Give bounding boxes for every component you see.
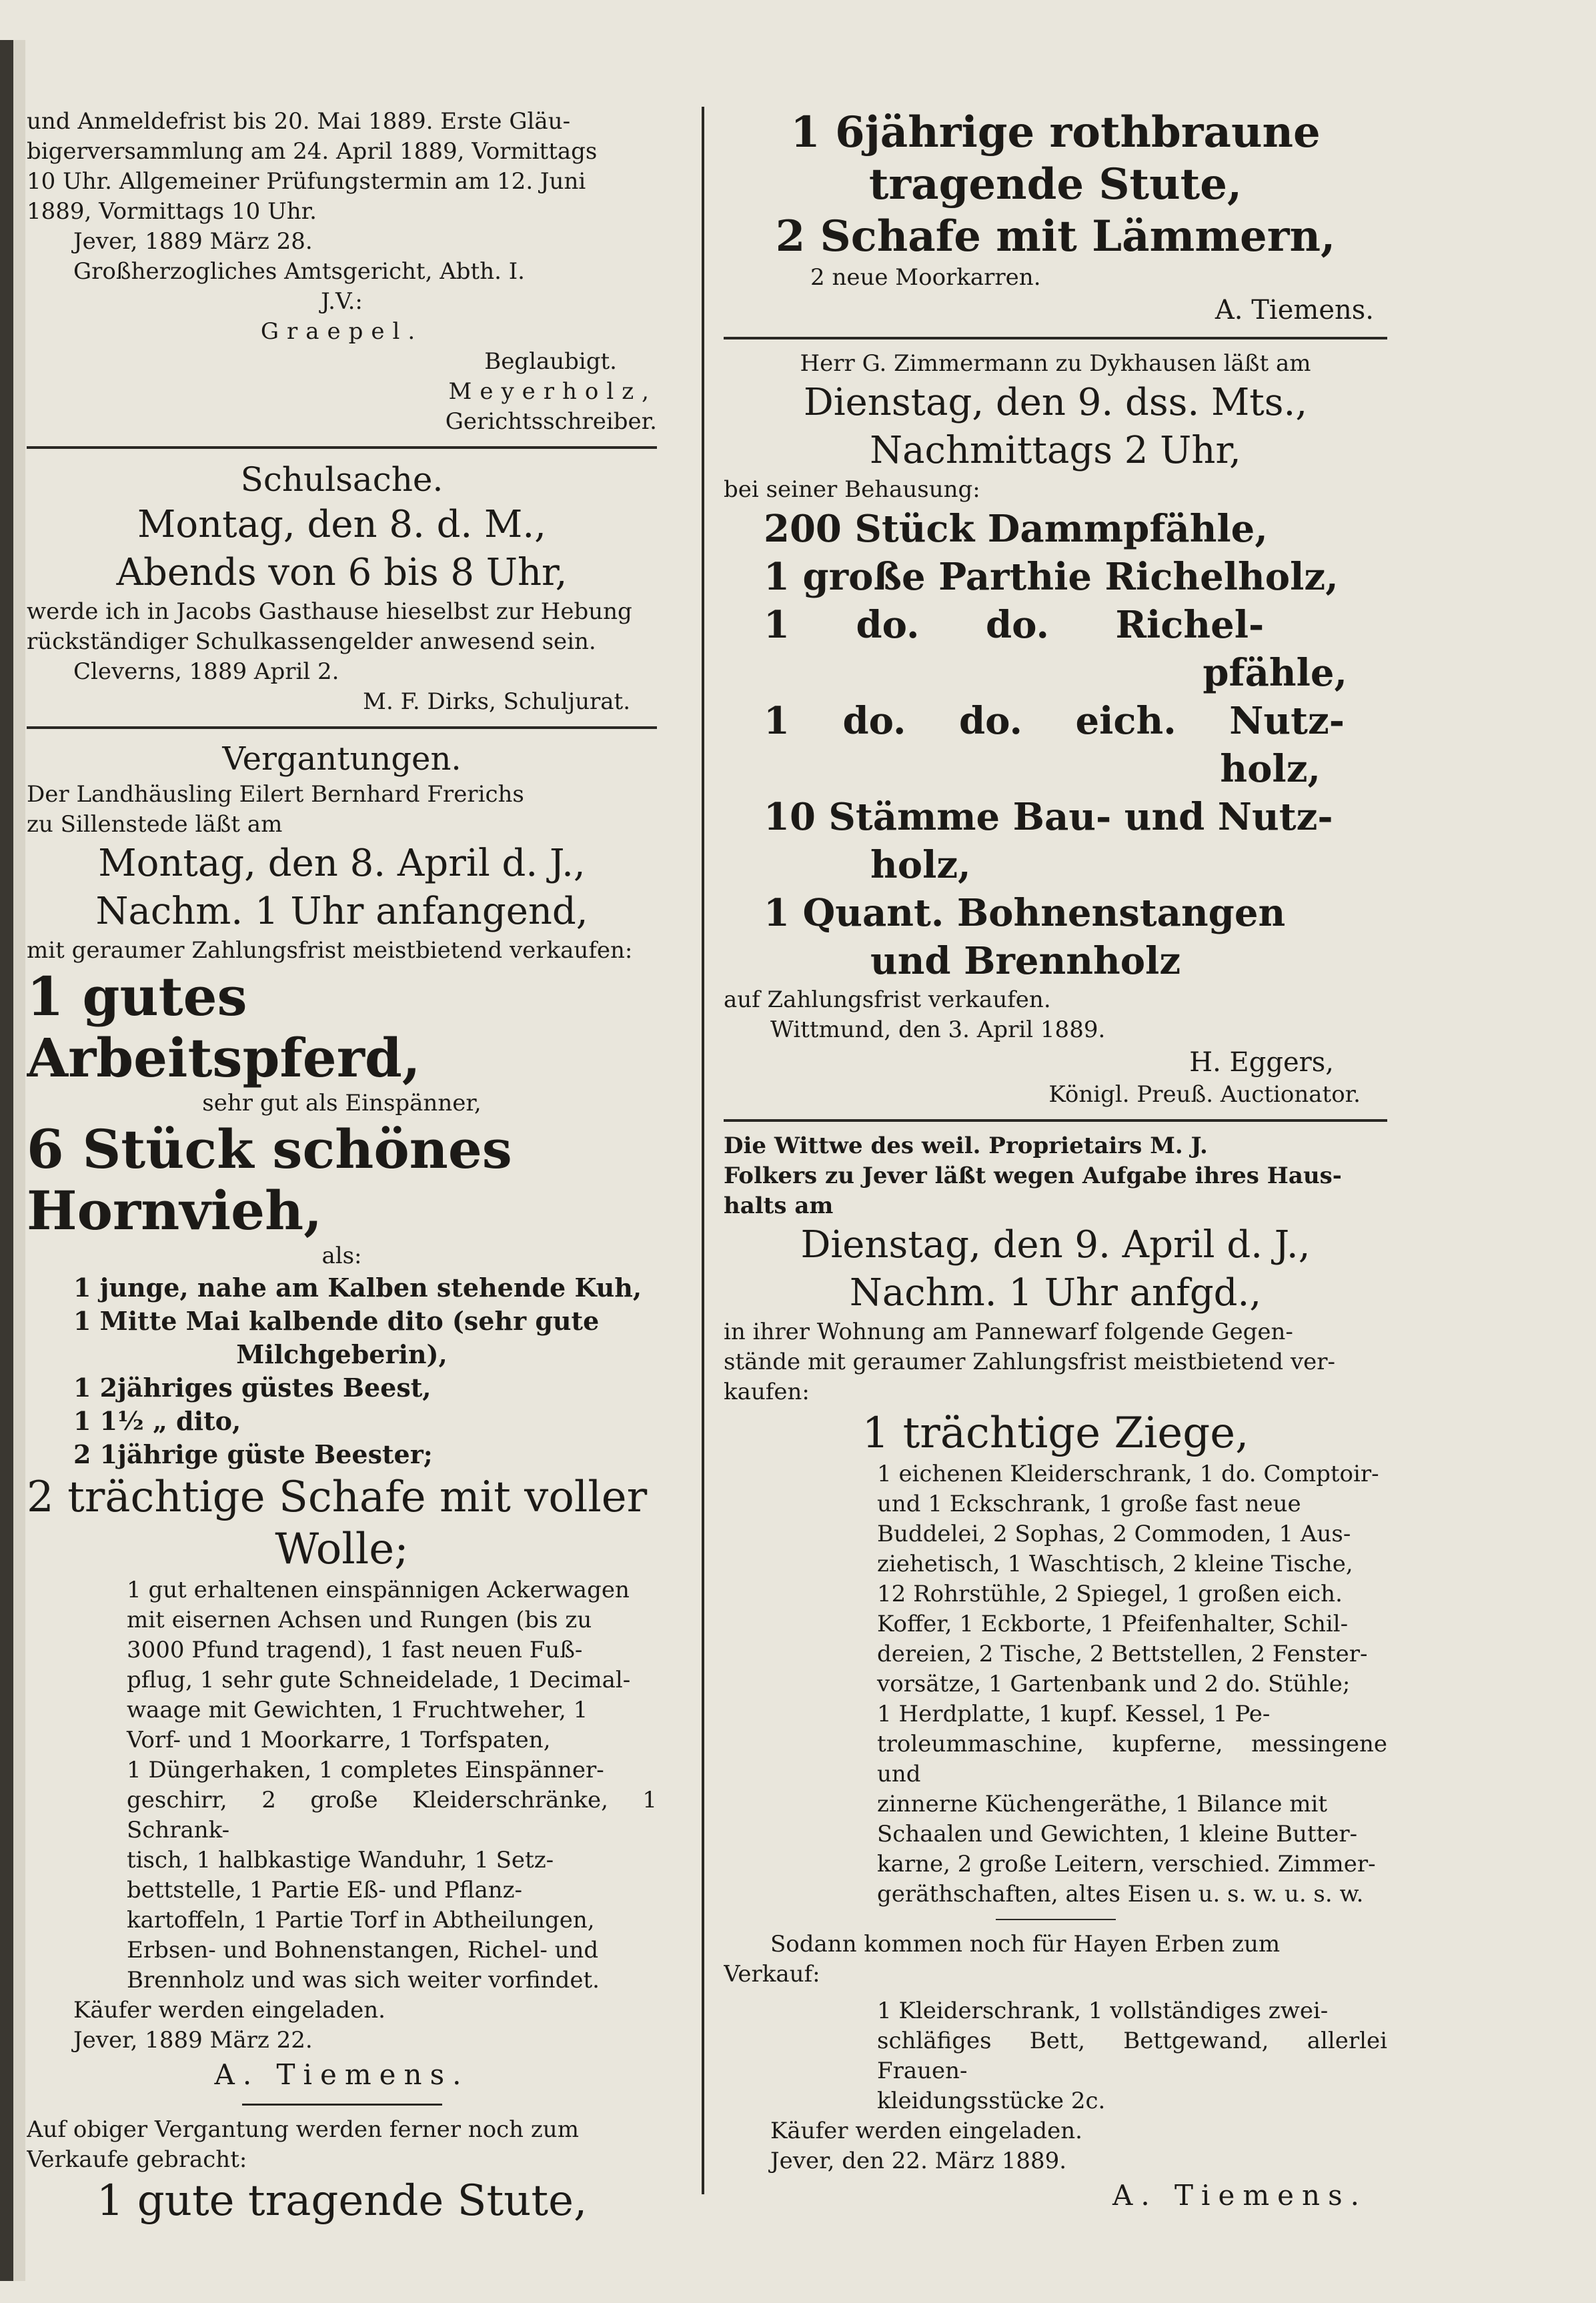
goods-line: zinnerne Küchengeräthe, 1 Bilance mit	[877, 1791, 1328, 1817]
notice-auction-addendum	[27, 2115, 657, 2227]
item-sheep-cont: Wolle;	[275, 1525, 409, 1574]
item-mare: 1 gute tragende Stute,	[96, 2176, 588, 2226]
text-line: rückständiger Schulkassengelder anwesend sein.	[27, 628, 596, 655]
cattle-item: 1 Mitte Mai kalbende dito (sehr gute	[73, 1306, 600, 1336]
notice-title: Vergantungen.	[222, 740, 462, 778]
signature: A. Tiemens.	[1215, 295, 1374, 325]
text-line: in ihrer Wohnung am Pannewarf folgende Gegen-	[724, 1319, 1293, 1345]
time-line: Nachm. 1 Uhr anfangend,	[95, 890, 588, 933]
adjacent-page-strip	[13, 40, 25, 2281]
text-line: Sodann kommen noch für Hayen Erben zum	[770, 1931, 1281, 1958]
signature: H. Eggers,	[1189, 1047, 1334, 1078]
place-date: Wittmund, den 3. April 1889.	[770, 1016, 1106, 1043]
text-line: 1889, Vormittags 10 Uhr.	[27, 198, 317, 225]
short-divider	[996, 1919, 1116, 1920]
item-sheep: 2 Schafe mit Lämmern,	[775, 211, 1336, 261]
buyers-note: Käufer werden eingeladen.	[73, 1997, 385, 2024]
clerk-title: Gerichtsschreiber.	[445, 408, 657, 435]
goods-line: Vorf- und 1 Moorkarre, 1 Torfspaten,	[127, 1727, 551, 1753]
goods-line: Erbsen- und Bohnenstangen, Richel- und	[127, 1937, 599, 1964]
item-mare-cont: tragende Stute,	[868, 159, 1243, 209]
cattle-item: 1 1½ „ dito,	[73, 1406, 241, 1436]
goods-line: bettstelle, 1 Partie Eß- und Pflanz-	[127, 1877, 523, 1903]
goods-line: dereien, 2 Tische, 2 Bettstellen, 2 Fenster-	[877, 1641, 1368, 1667]
divider	[27, 726, 657, 729]
left-column	[27, 107, 657, 2274]
goods-line: waage mit Gewichten, 1 Fruchtweher, 1	[127, 1697, 588, 1723]
text-line: stände mit geraumer Zahlungsfrist meistbietend ver-	[724, 1349, 1336, 1375]
goods-line: troleummaschine, kupferne, messingene und	[877, 1731, 1387, 1787]
divider	[724, 1119, 1387, 1122]
date-line: Montag, den 8. d. M.,	[137, 503, 546, 546]
goods-line: 1 Düngerhaken, 1 completes Einspänner-	[127, 1757, 604, 1783]
text-line: und Anmeldefrist bis 20. Mai 1889. Erste Gläu-	[27, 108, 571, 135]
timber-item: 1 große Parthie Richelholz,	[764, 555, 1339, 599]
goods-line: 12 Rohrstühle, 2 Spiegel, 1 großen eich.	[877, 1581, 1343, 1607]
notice-court	[27, 107, 657, 437]
notice-livestock	[724, 107, 1387, 327]
item-goat: 1 trächtige Ziege,	[862, 1409, 1249, 1458]
notice-title: Schulsache.	[240, 460, 444, 499]
goods-line: ziehetisch, 1 Waschtisch, 2 kleine Tische,	[877, 1551, 1353, 1577]
timber-item: 10 Stämme Bau- und Nutz-	[764, 795, 1333, 839]
goods-line: vorsätze, 1 Gartenbank und 2 do. Stühle;	[877, 1671, 1351, 1697]
cattle-item: 1 junge, nahe am Kalben stehende Kuh,	[73, 1273, 642, 1303]
short-divider	[242, 2104, 442, 2106]
date-line: Dienstag, den 9. April d. J.,	[800, 1223, 1311, 1267]
timber-item-cont: holz,	[1220, 747, 1321, 791]
timber-item-cont: und Brennholz	[870, 939, 1181, 983]
date-line: Dienstag, den 9. dss. Mts.,	[803, 381, 1308, 424]
goods-line: karne, 2 große Leitern, verschied. Zimmer-	[877, 1851, 1376, 1877]
horse-note: sehr gut als Einspänner,	[202, 1090, 482, 1116]
goods-line: Brennholz und was sich weiter vorfindet.	[127, 1967, 600, 1994]
text-line: werde ich in Jacobs Gasthause hieselbst zur Hebung	[27, 598, 632, 625]
terms: mit geraumer Zahlungsfrist meistbietend verkaufen:	[27, 937, 633, 964]
item-mare: 1 6jährige rothbraune	[790, 107, 1321, 157]
goods-line: mit eisernen Achsen und Rungen (bis zu	[127, 1607, 592, 1633]
text-line: zu Sillenstede läßt am	[27, 811, 283, 838]
goods-list	[724, 1459, 1387, 1909]
text-line: Die Wittwe des weil. Proprietairs M. J.	[724, 1132, 1208, 1159]
goods-line: 1 eichenen Kleiderschrank, 1 do. Comptoir-	[877, 1461, 1379, 1487]
signature: A. Tiemens.	[214, 2058, 470, 2091]
place-date: Cleverns, 1889 April 2.	[73, 658, 339, 685]
goods-line: Schaalen und Gewichten, 1 kleine Butter-	[877, 1821, 1358, 1847]
goods-line: geräthschaften, altes Eisen u. s. w. u. s. w.	[877, 1881, 1364, 1907]
als-label: als:	[321, 1243, 362, 1269]
notice-school	[27, 458, 657, 717]
date-line: Montag, den 8. April d. J.,	[98, 842, 586, 885]
signature: M. F. Dirks, Schuljurat.	[363, 688, 630, 715]
clerk-name: Meyerholz,	[448, 378, 657, 405]
place-date: Jever, 1889 März 22.	[73, 2027, 313, 2054]
cattle-item: 2 1jährige güste Beester;	[73, 1439, 433, 1469]
text-line: 10 Uhr. Allgemeiner Prüfungstermin am 12. Juni	[27, 168, 586, 195]
right-column	[724, 107, 1387, 2274]
attest-label: Beglaubigt.	[484, 348, 617, 375]
signature: A. Tiemens.	[1112, 2179, 1367, 2212]
item-cattle: 6 Stück schönes Hornvieh,	[27, 1118, 512, 1242]
text-line: halts am	[724, 1193, 834, 1219]
goods-line: geschirr, 2 große Kleiderschränke, 1 Schrank-	[127, 1787, 657, 1843]
extra-goods-list	[724, 1996, 1387, 2116]
time-line: Nachm. 1 Uhr anfgd.,	[849, 1271, 1262, 1315]
text-line: Verkaufe gebracht:	[27, 2146, 247, 2173]
goods-line: 1 Herdplatte, 1 kupf. Kessel, 1 Pe-	[877, 1701, 1271, 1727]
iv-label: J.V.:	[321, 288, 363, 315]
text-line: Folkers zu Jever läßt wegen Aufgabe ihres Haus-	[724, 1163, 1342, 1189]
cattle-item: Milchgeberin),	[236, 1339, 448, 1369]
column-divider	[702, 107, 704, 2194]
text-line: Verkauf:	[724, 1961, 820, 1988]
goods-line: kleidungsstücke 2c.	[877, 2088, 1106, 2114]
timber-item: 1 Quant. Bohnenstangen	[764, 891, 1286, 935]
goods-line: pflug, 1 sehr gute Schneidelade, 1 Decimal-	[127, 1667, 631, 1693]
court-name: Großherzogliches Amtsgericht, Abth. I.	[73, 258, 525, 285]
signature-title: Königl. Preuß. Auctionator.	[1048, 1081, 1361, 1108]
binding-edge	[0, 40, 13, 2281]
goods-line: Koffer, 1 Eckborte, 1 Pfeifenhalter, Schil-	[877, 1611, 1349, 1637]
divider	[27, 446, 657, 449]
place-date: Jever, den 22. März 1889.	[770, 2148, 1067, 2174]
item-carts: 2 neue Moorkarren.	[810, 264, 1041, 291]
cattle-item: 1 2jähriges güstes Beest,	[73, 1373, 432, 1403]
notice-household	[724, 1131, 1387, 2215]
divider	[724, 337, 1387, 339]
time-line: Abends von 6 bis 8 Uhr,	[116, 551, 568, 594]
location: bei seiner Behausung:	[724, 476, 980, 503]
timber-item: 200 Stück Dammpfähle,	[764, 507, 1268, 551]
signature: Graepel.	[260, 318, 424, 345]
timber-item: 1 do. do. eich. Nutz-	[764, 699, 1345, 743]
notice-auction	[27, 738, 657, 2094]
item-sheep: 2 trächtige Schafe mit voller	[27, 1473, 648, 1522]
goods-list	[27, 1575, 657, 1996]
text-line: kaufen:	[724, 1379, 810, 1405]
goods-line: 1 Kleiderschrank, 1 vollständiges zwei-	[877, 1998, 1329, 2024]
goods-line: Buddelei, 2 Sophas, 2 Commoden, 1 Aus-	[877, 1521, 1351, 1547]
item-horse: 1 gutes Arbeitspferd,	[27, 965, 421, 1089]
goods-line: und 1 Eckschrank, 1 große fast neue	[877, 1491, 1301, 1517]
notice-timber	[724, 349, 1387, 1110]
goods-line: 1 gut erhaltenen einspännigen Ackerwagen	[127, 1577, 630, 1603]
text-line: Der Landhäusling Eilert Bernhard Frerichs	[27, 781, 524, 808]
timber-item-cont: pfähle,	[1203, 651, 1347, 695]
goods-line: kartoffeln, 1 Partie Torf in Abtheilungen,	[127, 1907, 595, 1934]
text-line: Auf obiger Vergantung werden ferner noch zum	[27, 2116, 579, 2143]
buyers-note: Käufer werden eingeladen.	[770, 2118, 1082, 2144]
goods-line: 3000 Pfund tragend), 1 fast neuen Fuß-	[127, 1637, 583, 1663]
place-date: Jever, 1889 März 28.	[73, 228, 313, 255]
goods-line: schläfiges Bett, Bettgewand, allerlei Frauen-	[877, 2028, 1387, 2084]
timber-item-cont: holz,	[870, 843, 971, 887]
time-line: Nachmittags 2 Uhr,	[870, 429, 1241, 472]
terms: auf Zahlungsfrist verkaufen.	[724, 986, 1051, 1013]
goods-line: tisch, 1 halbkastige Wanduhr, 1 Setz-	[127, 1847, 554, 1873]
intro: Herr G. Zimmermann zu Dykhausen läßt am	[800, 350, 1311, 377]
text-line: bigerversammlung am 24. April 1889, Vormittags	[27, 138, 598, 165]
timber-item: 1 do. do. Richel-	[764, 603, 1265, 647]
